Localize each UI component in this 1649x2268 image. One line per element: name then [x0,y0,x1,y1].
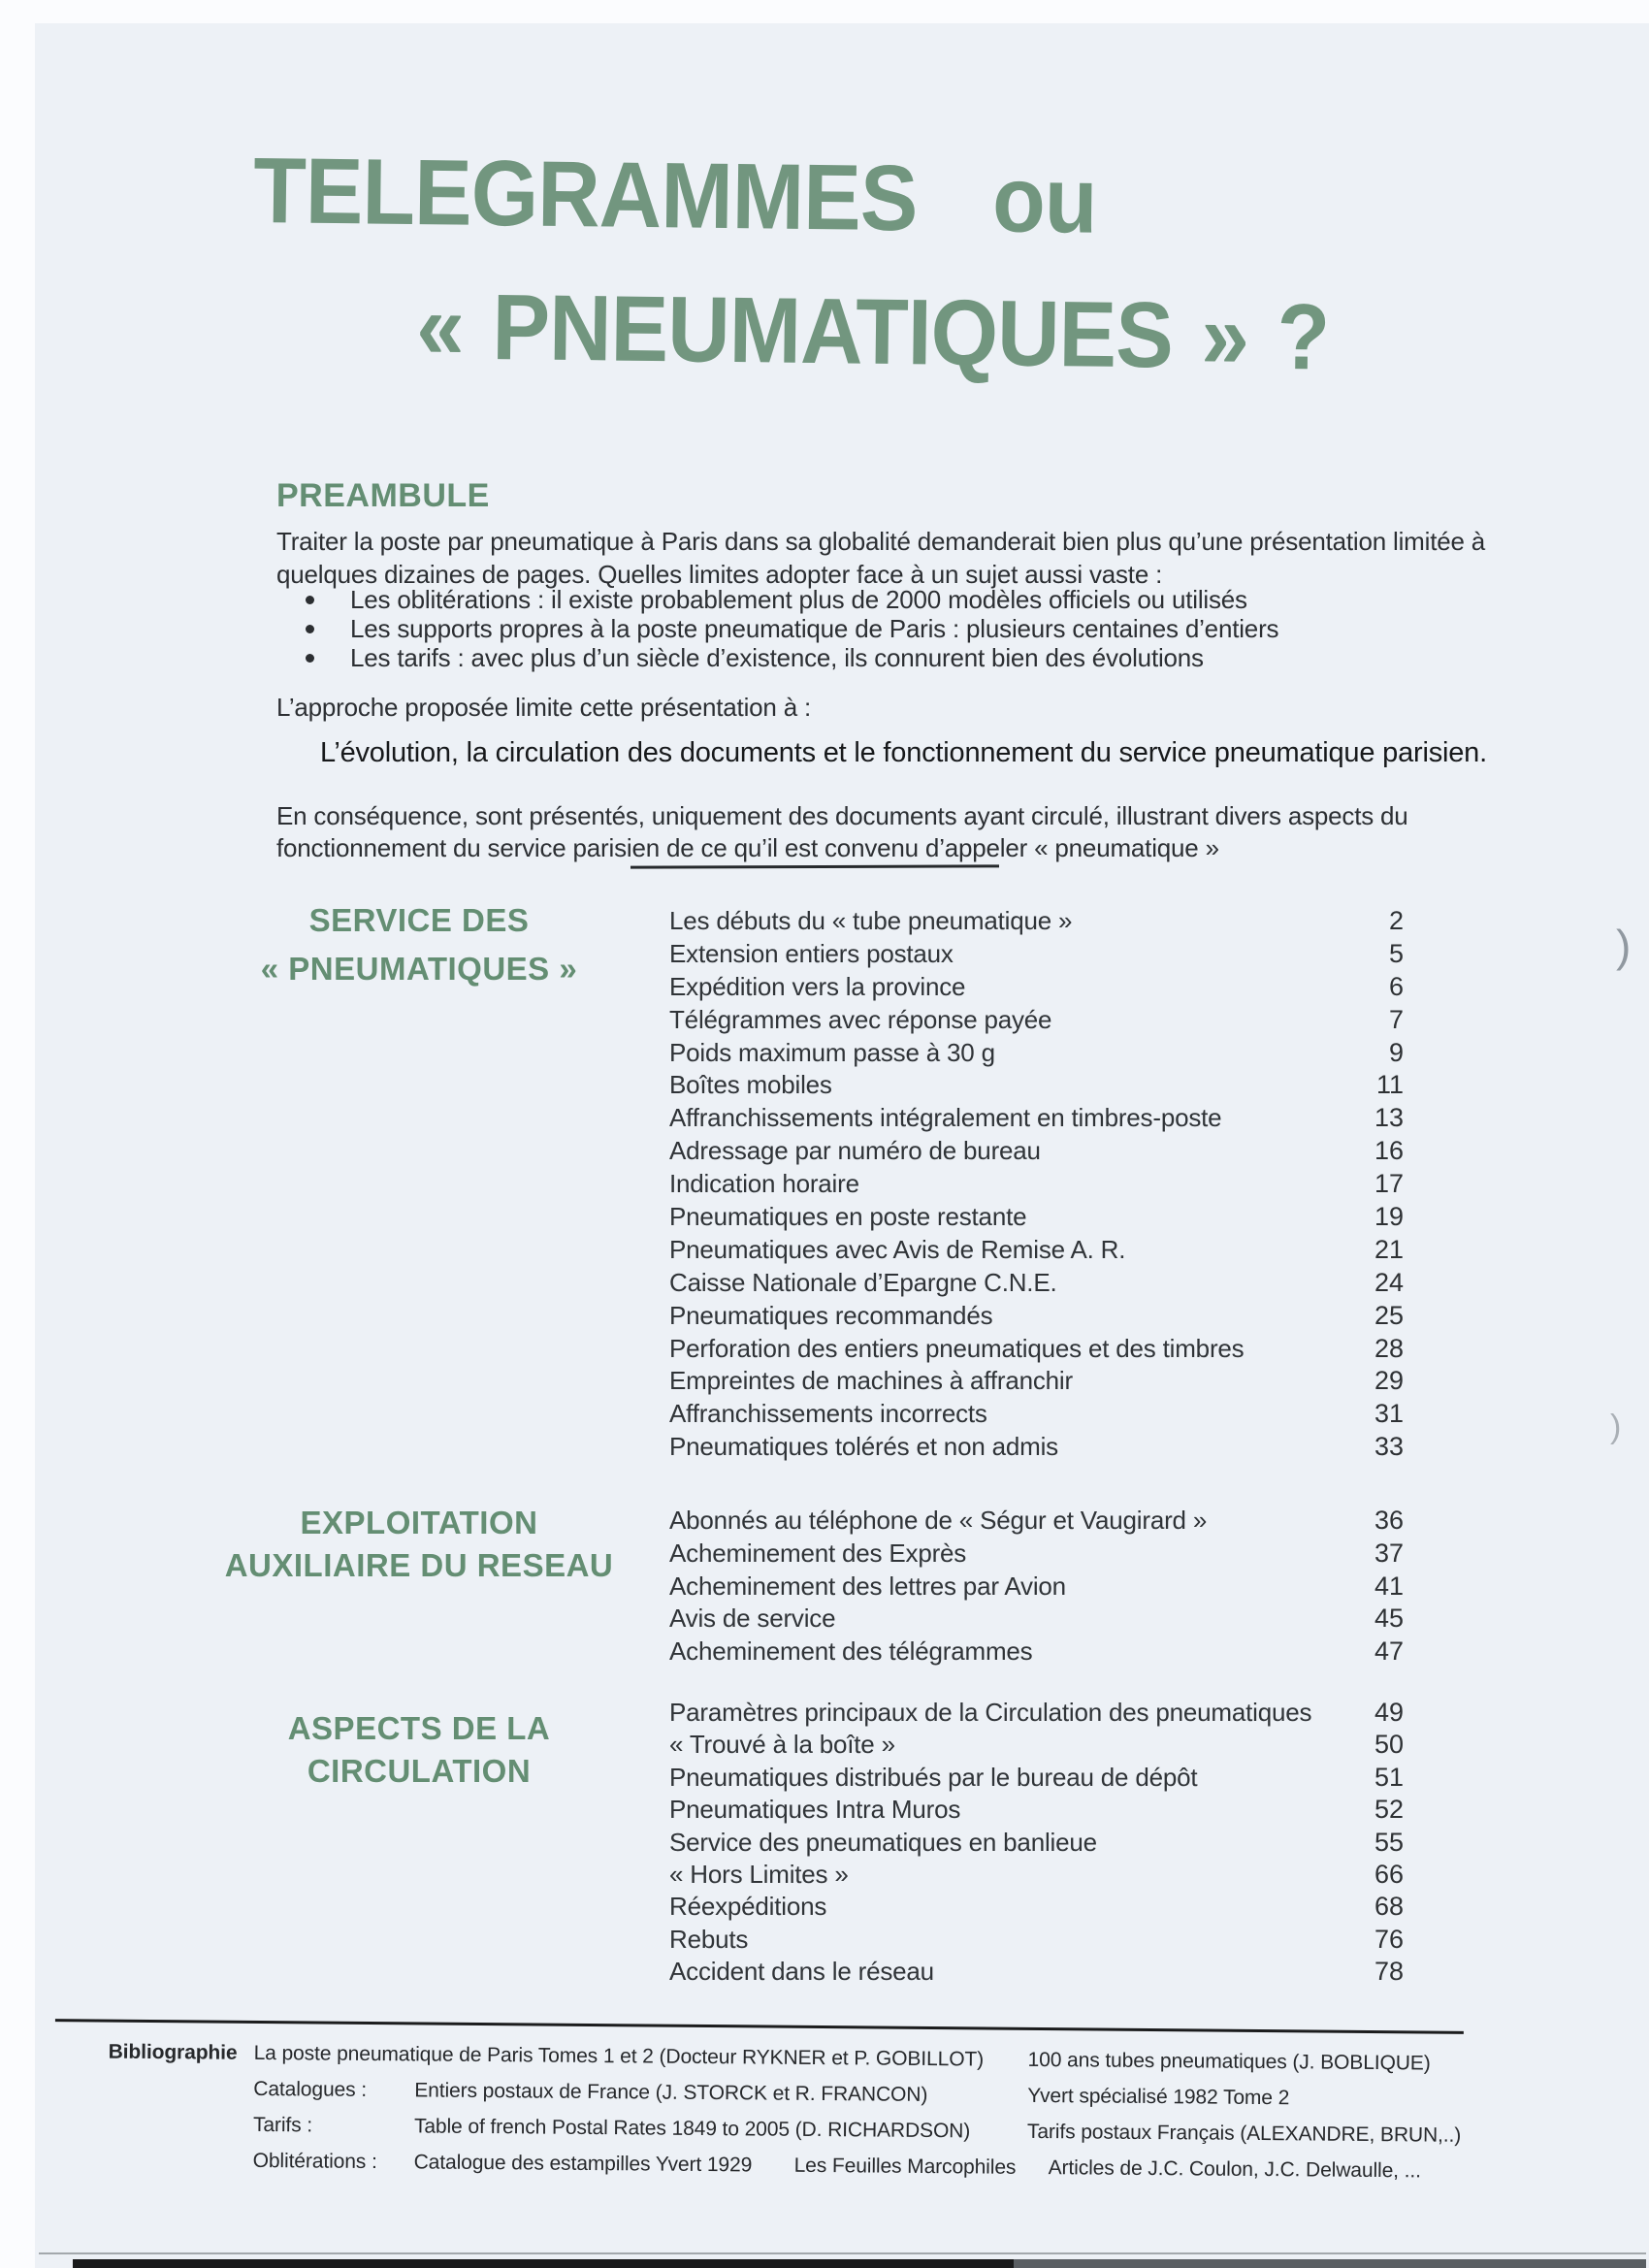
toc-entry-page: 16 [1374,1136,1404,1166]
page-margin-strip-left [0,0,35,2268]
toc-entry-page: 41 [1374,1571,1404,1601]
toc-entry-page: 17 [1374,1169,1404,1199]
toc-entry-page: 52 [1374,1795,1404,1825]
scan-edge-band-light [1014,2259,1646,2268]
approach-line: L’approche proposée limite cette présentation à : [276,693,812,722]
toc-entry-label: Acheminement des télégrammes [669,1636,1033,1667]
toc-entry-label: Télégrammes avec réponse payée [669,1004,1052,1034]
toc-entry-label: Caisse Nationale d’Epargne C.N.E. [669,1267,1057,1297]
toc-entry-row [669,906,1404,939]
toc-entry-label: Service des pneumatiques en banlieue [669,1827,1097,1857]
toc-entry-label: Pneumatiques Intra Muros [669,1795,961,1825]
toc-entry-row [669,1005,1404,1038]
toc-entry-label: Pneumatiques distribués par le bureau de dépôt [669,1762,1198,1792]
bibliography-category-label: Oblitérations : [252,2149,377,2174]
toc-entry-page: 29 [1374,1366,1404,1396]
toc-entry-row [669,1730,1404,1762]
toc-heading-line: EXPLOITATION [300,1505,538,1540]
preamble-heading: PREAMBULE [276,477,490,514]
toc-entry-label: Extension entiers postaux [669,938,954,968]
title-line-1: TELEGRAMMES ou [252,138,1098,253]
conclusion-paragraph [276,800,1408,864]
toc-entry-label: Affranchissements intégralement en timbres-poste [669,1103,1222,1133]
toc-entry-row [669,1539,1404,1571]
toc-entry-row [669,1334,1404,1367]
bibliography-divider [55,2019,1464,2034]
toc-heading-line: AUXILIAIRE DU RESEAU [224,1547,614,1583]
bibliography-entry: Entiers postaux de France (J. STORCK et R. FRANCON) [414,2079,928,2106]
toc-entry-label: Pneumatiques avec Avis de Remise A. R. [669,1234,1126,1264]
toc-entry-label: Acheminement des lettres par Avion [669,1571,1066,1601]
toc-entry-page: 49 [1374,1698,1404,1727]
toc-section-entries-service [669,906,1404,1465]
toc-entry-page: 55 [1374,1827,1404,1857]
toc-entry-row [669,1636,1404,1669]
toc-entry-row [669,1070,1404,1103]
page-margin-strip-top [0,0,1649,23]
toc-section-entries-exploitation [669,1506,1404,1669]
toc-entry-page: 5 [1388,938,1404,968]
toc-heading-line: ASPECTS DE LA [287,1710,551,1746]
toc-entry-row [669,1235,1404,1268]
toc-entry-page: 78 [1374,1957,1404,1987]
toc-entry-label: Poids maximum passe à 30 g [669,1037,995,1067]
toc-entry-page: 11 [1375,1070,1404,1100]
toc-entry-row [669,972,1404,1005]
toc-entry-row [669,1506,1404,1539]
toc-entry-page: 21 [1374,1234,1404,1264]
bibliography-entry: Articles de J.C. Coulon, J.C. Delwaulle, ... [1048,2156,1421,2183]
bibliography-section [37,2013,1649,2268]
toc-entry-page: 68 [1374,1892,1404,1922]
bullet-dot [306,625,314,633]
toc-entry-row [669,1604,1404,1636]
toc-entry-page: 6 [1388,971,1404,1001]
scan-edge-line [39,2252,1646,2254]
bibliography-entry: Catalogue des estampilles Yvert 1929 [413,2151,753,2177]
bullet-row [306,643,1278,672]
toc-heading-line: SERVICE DES [308,902,530,938]
toc-entry-label: Pneumatiques recommandés [669,1300,993,1330]
scan-artifact-mark: ) [1610,1409,1622,1445]
toc-entry-row [669,1432,1404,1465]
toc-entry-row [669,1202,1404,1235]
bibliography-category-label: Tarifs : [252,2113,313,2137]
toc-entry-label: « Hors Limites » [669,1859,849,1889]
toc-heading-line: CIRCULATION [307,1753,532,1789]
toc-entry-row [669,1892,1404,1924]
toc-entry-label: Paramètres principaux de la Circulation des pneumatiques [669,1698,1312,1727]
toc-entry-page: 2 [1388,906,1404,935]
toc-entry-row [669,1399,1404,1432]
bibliography-entry: Yvert spécialisé 1982 Tome 2 [1027,2084,1290,2110]
toc-entry-label: Pneumatiques en poste restante [669,1202,1027,1232]
toc-entry-label: Indication horaire [669,1169,859,1199]
toc-entry-label: Perforation des entiers pneumatiques et des timbres [669,1333,1245,1363]
toc-entry-label: Les débuts du « tube pneumatique » [669,906,1073,935]
preamble-paragraph-line: quelques dizaines de pages. Quelles limites adopter face à un sujet aussi vaste : [276,560,1163,589]
conclusion-paragraph-line: En conséquence, sont présentés, uniquement des documents ayant circulé, illustrant divers aspects du [276,801,1408,830]
toc-entry-row [669,1571,1404,1604]
toc-entry-page: 19 [1374,1202,1404,1232]
bullet-list [306,585,1278,672]
toc-entry-row [669,939,1404,972]
title-line-2: « PNEUMATIQUES » ? [415,274,1330,390]
toc-section-heading-circulation [177,1707,662,1793]
bullet-dot [306,654,314,663]
toc-entry-page: 9 [1388,1037,1404,1067]
content-divider [630,864,999,868]
bullet-text: Les oblitérations : il existe probablement plus de 2000 modèles officiels ou utilisés [350,584,1247,614]
toc-entry-page: 28 [1374,1333,1404,1363]
toc-entry-row [669,1795,1404,1827]
toc-entry-label: Adressage par numéro de bureau [669,1136,1041,1166]
toc-entry-page: 50 [1374,1730,1404,1760]
toc-entry-page: 47 [1374,1636,1404,1667]
conclusion-paragraph-line: fonctionnement du service parisien de ce qu’il est convenu d’appeler « pneumatique » [276,833,1219,862]
toc-entry-label: Réexpéditions [669,1892,827,1922]
bullet-dot [306,596,314,604]
toc-entry-row [669,1301,1404,1334]
bibliography-entry: Table of french Postal Rates 1849 to 2005 (D. RICHARDSON) [413,2115,971,2143]
bibliography-category-label: Catalogues : [253,2077,368,2101]
toc-entry-page: 7 [1388,1004,1404,1034]
toc-section-heading-exploitation [177,1502,662,1587]
bullet-text: Les supports propres à la poste pneumatique de Paris : plusieurs centaines d’entiers [350,613,1279,643]
toc-section-entries-circulation [669,1698,1404,1990]
toc-entry-page: 31 [1374,1399,1404,1429]
toc-entry-row [669,1698,1404,1730]
toc-entry-label: Accident dans le réseau [669,1957,934,1987]
toc-entry-label: Expédition vers la province [669,971,966,1001]
preamble-paragraph [276,525,1485,591]
toc-entry-row [669,1366,1404,1399]
bullet-row [306,614,1278,643]
toc-entry-label: Rebuts [669,1924,749,1954]
toc-entry-label: Affranchissements incorrects [669,1399,987,1429]
bibliography-entry: La poste pneumatique de Paris Tomes 1 et 2 (Docteur RYKNER et P. GOBILLOT) [253,2041,985,2071]
toc-entry-page: 66 [1374,1859,1404,1889]
scan-artifact-mark: ) [1616,921,1632,971]
toc-entry-page: 51 [1374,1762,1404,1792]
bullet-row [306,585,1278,614]
scan-edge-band-dark [73,2259,1014,2268]
toc-entry-row [669,1136,1404,1169]
toc-entry-row [669,1957,1404,1989]
bullet-text: Les tarifs : avec plus d’un siècle d’existence, ils connurent bien des évolutions [350,642,1204,672]
toc-entry-row [669,1828,1404,1860]
toc-entry-row [669,1103,1404,1136]
toc-entry-page: 24 [1374,1267,1404,1297]
toc-entry-page: 37 [1374,1538,1404,1568]
toc-entry-label: Empreintes de machines à affranchir [669,1366,1073,1396]
toc-entry-label: Abonnés au téléphone de « Ségur et Vaugirard » [669,1506,1208,1535]
toc-entry-label: Boîtes mobiles [669,1070,832,1100]
toc-entry-page: 13 [1374,1103,1404,1133]
toc-entry-label: « Trouvé à la boîte » [669,1730,895,1760]
toc-entry-page: 25 [1374,1300,1404,1330]
toc-entry-label: Pneumatiques tolérés et non admis [669,1432,1058,1462]
toc-entry-row [669,1268,1404,1301]
bibliography-entry: Tarifs postaux Français (ALEXANDRE, BRUN,..) [1026,2120,1462,2147]
preamble-paragraph-line: Traiter la poste par pneumatique à Paris dans sa globalité demanderait bien plus qu’une présentation limitée à [276,527,1486,556]
toc-entry-row [669,1860,1404,1892]
toc-entry-label: Acheminement des Exprès [669,1538,967,1568]
toc-entry-row [669,1925,1404,1957]
toc-entry-page: 76 [1374,1924,1404,1954]
bibliography-entry: 100 ans tubes pneumatiques (J. BOBLIQUE) [1027,2048,1431,2075]
toc-entry-row [669,1763,1404,1795]
bibliography-label: Bibliographie [108,2040,238,2064]
toc-entry-row [669,1038,1404,1071]
emphasis-line: L’évolution, la circulation des documents et le fonctionnement du service pneumatique parisien. [320,737,1487,768]
toc-entry-row [669,1169,1404,1202]
toc-entry-page: 45 [1374,1604,1404,1634]
toc-entry-page: 36 [1374,1506,1404,1535]
toc-section-heading-service [177,896,662,993]
toc-entry-label: Avis de service [669,1604,836,1634]
toc-heading-line: « PNEUMATIQUES » [260,951,578,987]
bibliography-entry: Les Feuilles Marcophiles [793,2154,1017,2179]
toc-entry-page: 33 [1374,1432,1404,1462]
